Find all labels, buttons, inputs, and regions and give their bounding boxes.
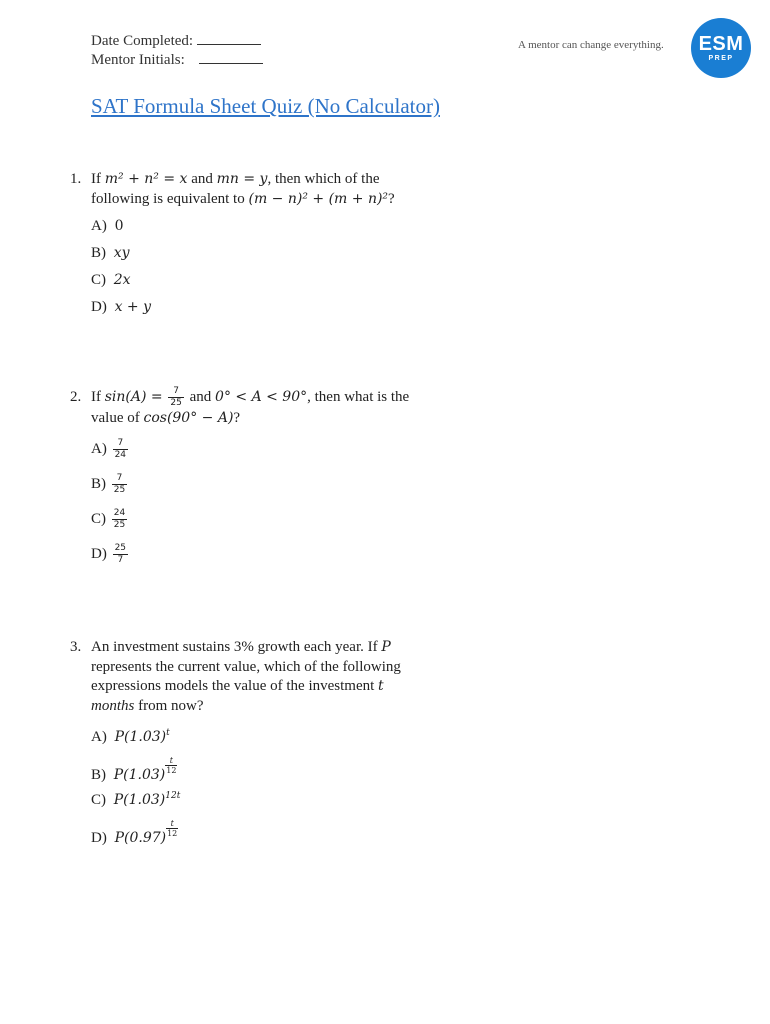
answer-choice-d[interactable]: D) P(0.97) $\frac{t}{12}$	[91, 819, 178, 846]
date-completed-blank[interactable]	[197, 32, 261, 45]
question-number: 3.	[70, 639, 82, 655]
logo-text: ESM	[698, 33, 744, 55]
question-number: 1.	[70, 171, 82, 187]
question-stem: An investment sustains 3% growth each year. If P represents the current value, which of the following expressions models the value of the investment t months from now?	[91, 639, 401, 714]
question-stem: If m² + n² = x and mn = y, then which of the following is equivalent to (m − n)² + (m + n)²?	[91, 171, 395, 207]
question-1	[70, 170, 430, 320]
exponent-fraction: $\frac{t}{12}$	[166, 756, 177, 775]
answer-choice-b[interactable]: B) P(1.03) $\frac{t}{12}$	[91, 756, 177, 783]
esm-prep-logo	[691, 18, 751, 78]
answer-choice-d[interactable]: D) $\frac{25}{7}$	[91, 543, 127, 565]
answer-choice-c[interactable]: C) $\frac{24}{25}$	[91, 508, 126, 530]
answer-choice-c[interactable]: C) 2x	[91, 272, 131, 288]
mentor-initials-label: Mentor Initials:	[91, 52, 185, 68]
logo-subtext: PREP	[708, 55, 734, 62]
fraction: $\frac{7}{25}$	[170, 386, 182, 408]
fraction: $\frac{25}{7}$	[114, 543, 127, 565]
fraction: $\frac{7}{24}$	[114, 438, 127, 460]
date-completed-row	[91, 32, 263, 51]
page-title: SAT Formula Sheet Quiz (No Calculator)	[91, 94, 440, 118]
mentor-initials-blank[interactable]	[199, 51, 263, 64]
answer-choice-b[interactable]: B) xy	[91, 245, 130, 261]
header-fields	[91, 32, 263, 70]
date-completed-label: Date Completed:	[91, 33, 194, 49]
answer-choice-c[interactable]: C) $P(1.03)^{12t}$	[91, 791, 181, 808]
answer-choice-b[interactable]: B) $\frac{7}{25}$	[91, 473, 126, 495]
question-3	[70, 638, 430, 848]
question-number: 2.	[70, 389, 82, 405]
answer-choice-a[interactable]: A) $P(1.03)^t$	[91, 728, 170, 745]
answer-choice-a[interactable]: A) $\frac{7}{24}$	[91, 438, 127, 460]
question-2	[70, 386, 430, 576]
tagline: A mentor can change everything.	[518, 39, 664, 51]
question-stem: If sin(A) = $\frac{7}{25}$ and 0° < A < 90°, then what is the value of cos(90° − A)?	[91, 386, 410, 426]
mentor-initials-row	[91, 51, 263, 70]
exponent-fraction: $\frac{t}{12}$	[167, 819, 178, 838]
fraction: $\frac{24}{25}$	[113, 508, 126, 530]
answer-choice-a[interactable]: A) 0	[91, 218, 124, 234]
answer-choice-d[interactable]: D) x + y	[91, 299, 152, 315]
fraction: $\frac{7}{25}$	[113, 473, 126, 495]
